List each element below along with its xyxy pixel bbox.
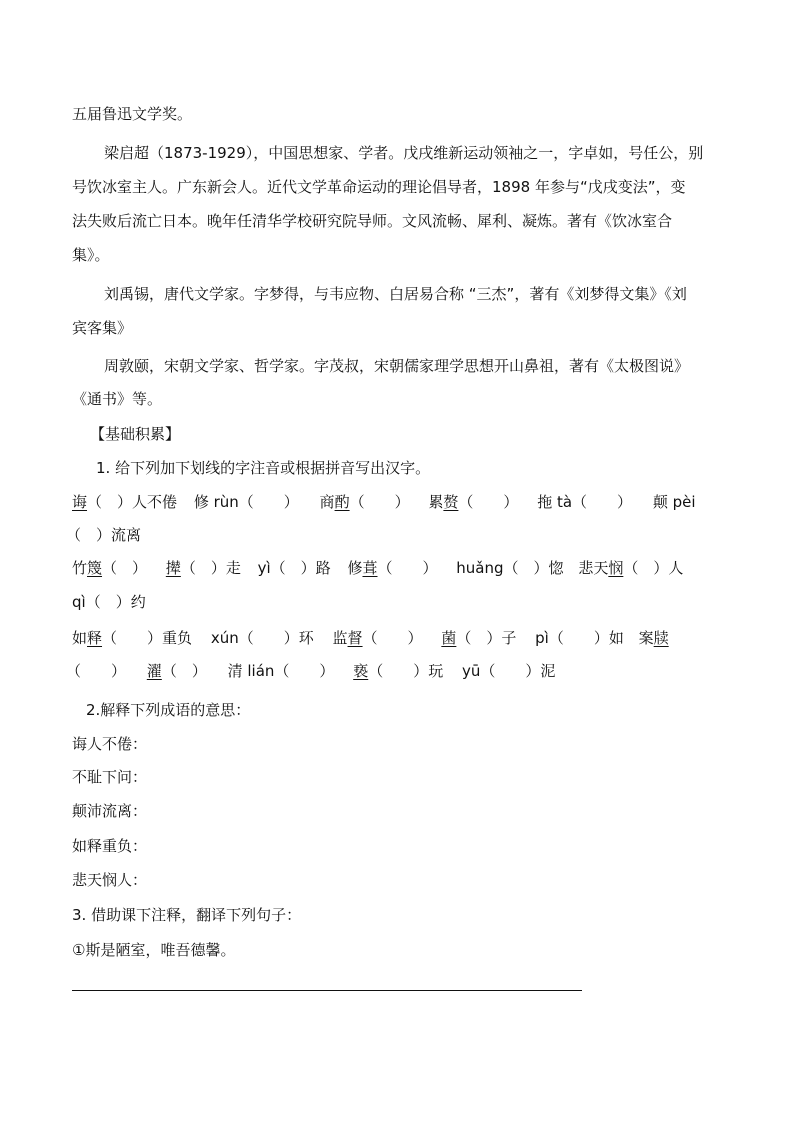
fill-item: xún（ ）环 [210,629,314,647]
fill-item: 案牍 [638,629,669,647]
paragraph-line: 法失败后流亡日本。晚年任清华学校研究院导师。文风流畅、犀利、凝炼。著有《饮冰室合 [72,212,673,230]
idiom-prompt: 不耻下问： [72,768,148,786]
pinyin-row-5 [72,628,669,648]
idiom-prompt: 颠沛流离： [72,802,148,820]
paragraph-line: 梁启超（1873-1929），中国思想家、学者。戊戌维新运动领袖之一，字卓如，号任公，别 [104,144,704,162]
fill-item: 如释（ ）重负 [72,629,193,647]
fill-item: pì（ ）如 [535,629,624,647]
pinyin-row-2: （ ）流离 [66,526,142,544]
question-1-title: 1. 给下列加下划线的字注音或根据拼音写出汉字。 [96,459,431,477]
pinyin-row-3 [72,558,683,578]
fill-item: 悲天悯（ ）人 [578,559,684,577]
fill-item: 撵（ ）走 [165,559,241,577]
idiom-prompt: 诲人不倦： [72,735,148,753]
pinyin-row-6 [66,661,555,681]
fill-item: 濯（ ） [146,662,207,680]
paragraph-line: 集》。 [72,246,110,264]
paragraph-line: 刘禹锡，唐代文学家。字梦得，与韦应物、白居易合称 “三杰”，著有《刘梦得文集》《刘 [104,285,687,303]
fill-item: 亵（ ）玩 [353,662,444,680]
fill-item: 菌（ ）子 [441,629,517,647]
pinyin-row-1 [72,492,696,512]
underlined-char: 亵 [353,662,369,680]
idiom-prompt: 悲天悯人： [72,871,148,889]
answer-line[interactable] [72,990,582,991]
question-2-title: 2.解释下列成语的意思： [86,701,251,719]
fill-item: 竹篾（ ） [72,559,148,577]
underlined-char: 赘 [443,493,459,511]
fill-item: （ ） [66,662,127,680]
paragraph-line: 周敦颐，宋朝文学家、哲学家。字茂叔，宋朝儒家理学思想开山鼻祖，著有《太极图说》 [104,357,690,375]
underlined-char: 撵 [165,559,181,577]
underlined-char: 菌 [441,629,457,647]
underlined-char: 释 [87,629,103,647]
fill-item: huǎng（ ）惚 [456,559,564,577]
idiom-prompt: 如释重负： [72,837,148,855]
fill-item: 清 lián（ ） [227,662,335,680]
underlined-char: 诲 [72,493,88,511]
question-3-title: 3. 借助课下注释，翻译下列句子： [72,906,302,924]
underlined-char: 悯 [608,559,624,577]
underlined-char: 酌 [334,493,350,511]
underlined-char: 牍 [653,629,669,647]
fill-item: 监督（ ） [332,629,423,647]
fill-item: 诲（ ）人不倦 [72,493,178,511]
fill-item: 修葺（ ） [347,559,438,577]
fill-item: yì（ ）路 [257,559,331,577]
paragraph-line: 《通书》等。 [72,390,163,408]
paragraph-line: 宾客集》 [72,319,133,337]
sentence-to-translate: ①斯是陋室，唯吾德馨。 [72,941,236,959]
underlined-char: 濯 [146,662,162,680]
paragraph-line: 号饮冰室主人。广东新会人。近代文学革命运动的理论倡导者，1898 年参与“戊戌变法”，变 [72,178,686,196]
fill-item: yū（ ）泥 [462,662,556,680]
underlined-char: 督 [347,629,363,647]
section-heading: 【基础积累】 [90,425,181,443]
fill-item: 商酌（ ） [319,493,410,511]
paragraph-line: 五届鲁迅文学奖。 [72,105,193,123]
pinyin-row-4: qì（ ）约 [72,593,146,611]
underlined-char: 葺 [362,559,378,577]
fill-item: 累赘（ ） [428,493,519,511]
fill-item: 颠 pèi [652,493,696,511]
underlined-char: 篾 [87,559,103,577]
fill-item: 拖 tà（ ） [537,493,633,511]
fill-item: 修 rùn（ ） [193,493,299,511]
